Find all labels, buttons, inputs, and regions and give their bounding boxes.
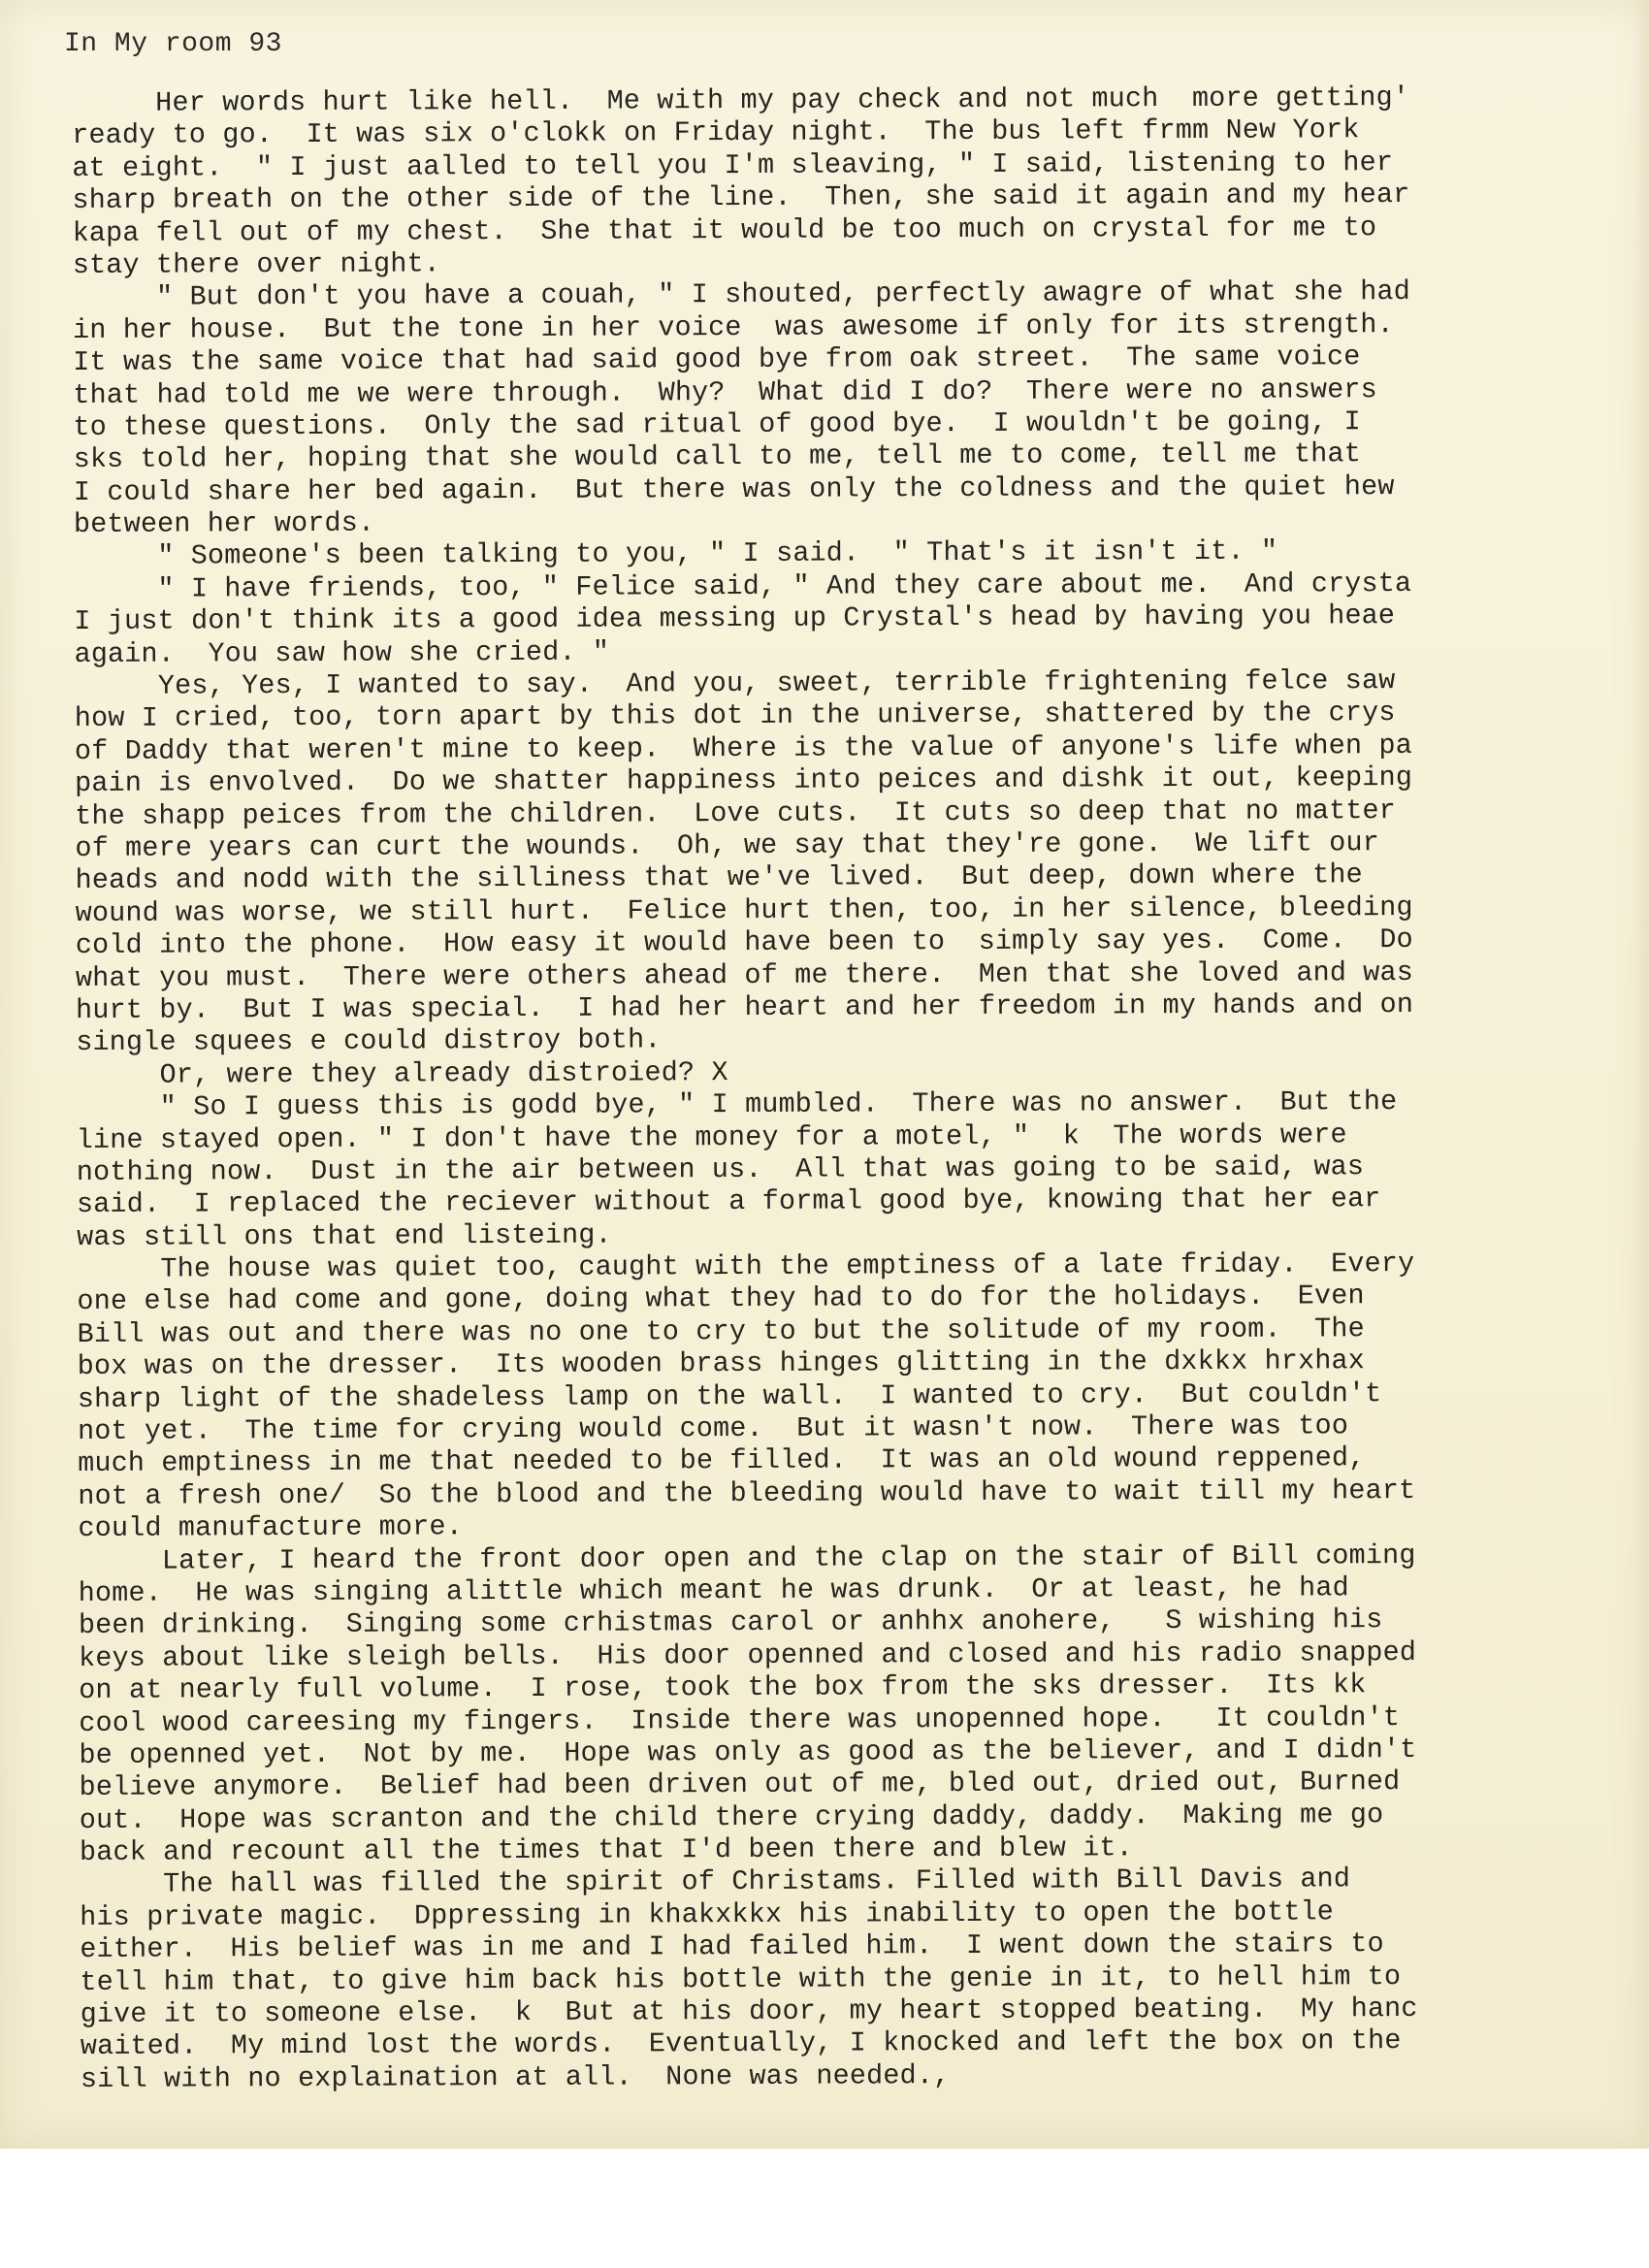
text-line: hurt by. But I was special. I had her heart and her freedom in my hands and on <box>76 988 1414 1026</box>
text-line: in her house. But the tone in her voice was awesome if only for its strength. <box>73 308 1394 346</box>
text-line: pain is envolved. Do we shatter happiness into peices and dishk it out, keeping <box>75 761 1413 800</box>
text-line: what you must. There were others ahead of me there. Men that she loved and was <box>75 956 1414 994</box>
text-line: I could share her bed again. But there was only the coldness and the quiet hew <box>73 470 1395 508</box>
text-line: again. You saw how she cried. " <box>74 635 610 670</box>
text-line: ready to go. It was six o'clokk on Friday night. The bus left frmm New York <box>72 113 1360 152</box>
text-line: be openned yet. Not by me. Hope was only as good as the believer, and I didn't <box>79 1733 1417 1771</box>
text-line: on at nearly full volume. I rose, took the box from the sks dresser. Its kk <box>79 1669 1367 1707</box>
text-line: could manufacture more. <box>78 1510 464 1545</box>
text-line: between her words. <box>73 506 375 541</box>
text-line: how I cried, too, torn apart by this dot in the universe, shattered by the crys <box>74 697 1396 735</box>
page-title: In My room <box>64 29 233 59</box>
page-header <box>64 29 282 59</box>
text-line: sill with no explaination at all. None was needed., <box>80 2058 951 2095</box>
text-line: sks told her, hoping that she would call to me, tell me to come, tell me that <box>73 437 1361 476</box>
text-line: his private magic. Dppressing in khakxkkx his inability to open the bottle <box>80 1895 1335 1933</box>
text-line: said. I replaced the reciever without a formal good bye, knowing that her ear <box>76 1183 1381 1221</box>
text-line: give it to someone else. k But at his door, my heart stopped beating. My hanc <box>80 1993 1418 2031</box>
text-line: tell him that, to give him back his bottle with the genie in it, to hell him to <box>80 1960 1402 1998</box>
text-line: not yet. The time for crying would come. But it wasn't now. There was too <box>77 1409 1349 1448</box>
text-line: of mere years can curt the wounds. Oh, we say that they're gone. We lift our <box>75 826 1379 864</box>
text-line: been drinking. Singing some crhistmas carol or anhhx anohere, S wishing his <box>78 1604 1383 1642</box>
text-line: not a fresh one/ So the blood and the bleeding would have to wait till my heart <box>78 1474 1416 1512</box>
text-line: kapa fell out of my chest. She that it would be too much on crystal for me to <box>72 211 1377 249</box>
text-line: the shapp peices from the children. Love cuts. It cuts so deep that no matter <box>75 794 1397 832</box>
text-line: that had told me we were through. Why? What did I do? There were no answers <box>73 373 1377 411</box>
text-line: I just don't think its a good idea messing up Crystal's head by having you heae <box>74 599 1396 638</box>
text-line: home. He was singing alittle which meant he was drunk. Or at least, he had <box>78 1571 1349 1609</box>
text-line: much emptiness in me that needed to be filled. It was an old wound reppened, <box>78 1442 1366 1480</box>
text-line: waited. My mind lost the words. Eventually, I knocked and left the box on the <box>80 2025 1402 2063</box>
text-line: sharp breath on the other side of the line. Then, she said it again and my hear <box>72 178 1410 217</box>
text-line: at eight. " I just aalled to tell you I'm sleaving, " I said, listening to her <box>72 146 1394 184</box>
text-line: Yes, Yes, I wanted to say. And you, sweet, terrible frightening felce saw <box>74 664 1396 703</box>
text-line: believe anymore. Belief had been driven out of me, bled out, dried out, Burned <box>79 1766 1401 1804</box>
text-line: to these questions. Only the sad ritual of good bye. I wouldn't be going, I <box>73 405 1361 443</box>
text-line: Her words hurt like hell. Me with my pay check and not much more getting' <box>72 81 1410 119</box>
text-line: heads and nodd with the silliness that we've lived. But deep, down where the <box>75 859 1363 897</box>
text-line: " So I guess this is godd bye, " I mumbled. There was no answer. But the <box>76 1085 1398 1124</box>
text-line: single squees e could distroy both. <box>76 1023 662 1059</box>
text-line: box was on the dresser. Its wooden brass hinges glitting in the dxkkx hrxhax <box>77 1345 1366 1383</box>
text-line: of Daddy that weren't mine to keep. Where is the value of anyone's life when pa <box>74 729 1413 767</box>
text-line: keys about like sleigh bells. His door openned and closed and his radio snapped <box>78 1636 1417 1674</box>
page-number: 93 <box>248 29 282 59</box>
text-line: line stayed open. " I don't have the money for a motel, " k The words were <box>76 1118 1347 1156</box>
text-line: Later, I heard the front door open and the clap on the stair of Bill coming <box>78 1539 1416 1577</box>
text-line: " Someone's been talking to you, " I said. " That's it isn't it. " <box>74 535 1278 573</box>
text-line: either. His belief was in me and I had failed him. I went down the stairs to <box>80 1928 1384 1966</box>
text-line: one else had come and gone, doing what they had to do for the holidays. Even <box>77 1280 1365 1318</box>
text-line: stay there over night. <box>72 247 441 281</box>
text-line: Or, were they already distroied? X <box>76 1055 728 1091</box>
text-line: cool wood careesing my fingers. Inside there was unopenned hope. It couldn't <box>79 1701 1401 1739</box>
text-line: nothing now. Dust in the air between us. All that was going to be said, was <box>76 1150 1365 1188</box>
text-line: wound was worse, we still hurt. Felice hurt then, too, in her silence, bleeding <box>75 891 1413 929</box>
text-line: out. Hope was scranton and the child there crying daddy, daddy. Making me go <box>79 1798 1384 1836</box>
story-text <box>72 81 1649 2095</box>
text-line: " I have friends, too, " Felice said, " And they care about me. And crysta <box>74 567 1412 605</box>
text-line: back and recount all the times that I'd been there and blew it. <box>79 1831 1133 1869</box>
text-line: " But don't you have a couah, " I shouted, perfectly awagre of what she had <box>72 275 1410 314</box>
text-line: sharp light of the shadeless lamp on the wall. I wanted to cry. But couldn't <box>77 1377 1382 1415</box>
text-line: The hall was filled the spirit of Christams. Filled with Bill Davis and <box>80 1863 1351 1901</box>
text-line: Bill was out and there was no one to cry to but the solitude of my room. The <box>77 1312 1365 1350</box>
text-line: It was the same voice that had said good bye from oak street. The same voice <box>73 340 1361 379</box>
text-line: The house was quiet too, caught with the emptiness of a late friday. Every <box>77 1247 1415 1286</box>
text-line: cold into the phone. How easy it would have been to simply say yes. Come. Do <box>75 923 1413 962</box>
text-line: was still ons that end listeing. <box>77 1218 612 1253</box>
